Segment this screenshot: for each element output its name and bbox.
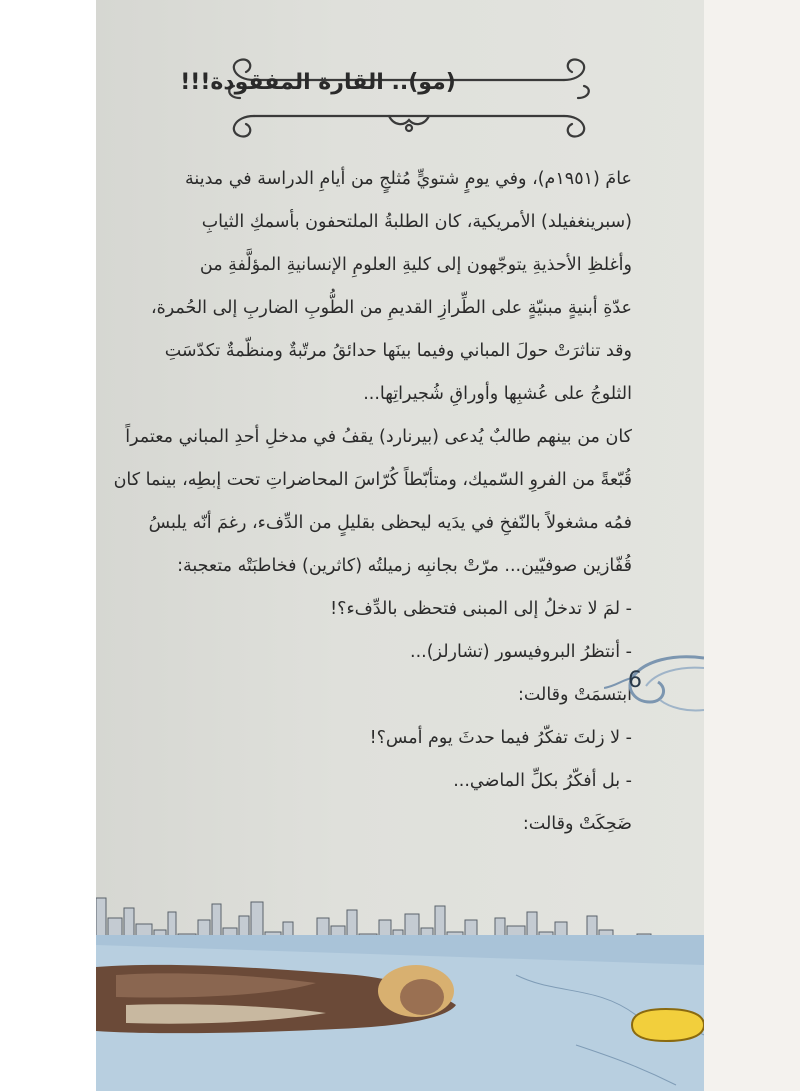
text-line: (سبرينغفيلد) الأمريكية، كان الطلبةُ الملتحفون بأسمكِ الثيابِ — [201, 212, 632, 232]
text-line: - بل أفكّرُ بكلِّ الماضي... — [453, 771, 632, 791]
text-line: - لمَ لا تدخلُ إلى المبنى فتحظى بالدِّفء؟! — [330, 599, 632, 619]
text-line: - لا زلتَ تفكّرُ فيما حدثَ يوم أمس؟! — [369, 728, 632, 748]
right-blank-strip — [704, 0, 800, 1091]
page-number-badge — [604, 650, 704, 720]
text-line: - أنتظرُ البروفيسور (تشارلز)... — [410, 642, 632, 662]
text-line: الثلوجُ على عُشبِها وأوراقِ شُجيراتِها... — [363, 384, 632, 404]
text-line: فمُه مشغولاً بالنّفخِ في يدَيه ليحظى بقليلٍ من الدِّفء، رغمَ أنّه يلبسُ — [148, 513, 632, 533]
text-line: قُفّازين صوفيّين... مرّتْ بجانبِه زميلتُه (كاثرين) فخاطبَتْه متعجبة: — [177, 556, 632, 576]
text-line: ضَحِكَتْ وقالت: — [522, 814, 632, 834]
body-text — [113, 158, 632, 846]
text-line: كان من بينهم طالبٌ يُدعى (بيرنارد) يقفُ في مدخلِ أحدِ المباني معتمراً — [125, 427, 632, 447]
text-line: عامَ (١٩٥١م)، وفي يومٍ شتويٍّ مُثلجٍ من أيامِ الدراسة في مدينة — [185, 169, 632, 189]
bottom-map-illustration — [96, 935, 704, 1091]
text-line: ابتسمَتْ وقالت: — [517, 685, 632, 705]
text-line: وأغلظِ الأحذيةِ يتوجّهون إلى كليةِ العلومِ الإنسانيةِ المؤلَّفةِ من — [199, 255, 632, 275]
text-line: عدّةِ أبنيةٍ مبنيّةٍ على الطِّرازِ القديمِ من الطُّوبِ الضاربِ إلى الحُمرة، — [150, 298, 632, 318]
text-line: قُبّعةً من الفروِ السّميك، ومتأبّطاً كُرّاسَ المحاضراتِ تحت إبطِه، بينما كان — [113, 470, 632, 490]
title-ornament-frame — [214, 50, 604, 150]
text-line: وقد تناثرَتْ حولَ المباني وفيما بينَها حدائقُ مرتّبةٌ ومنظّمةٌ تكدّسَتِ — [164, 341, 632, 361]
chapter-title: (مو).. القارة المفقودة!!! — [180, 70, 456, 95]
page-number: 6 — [628, 668, 642, 693]
decorative-badge — [626, 1005, 704, 1045]
book-page — [96, 0, 704, 1091]
